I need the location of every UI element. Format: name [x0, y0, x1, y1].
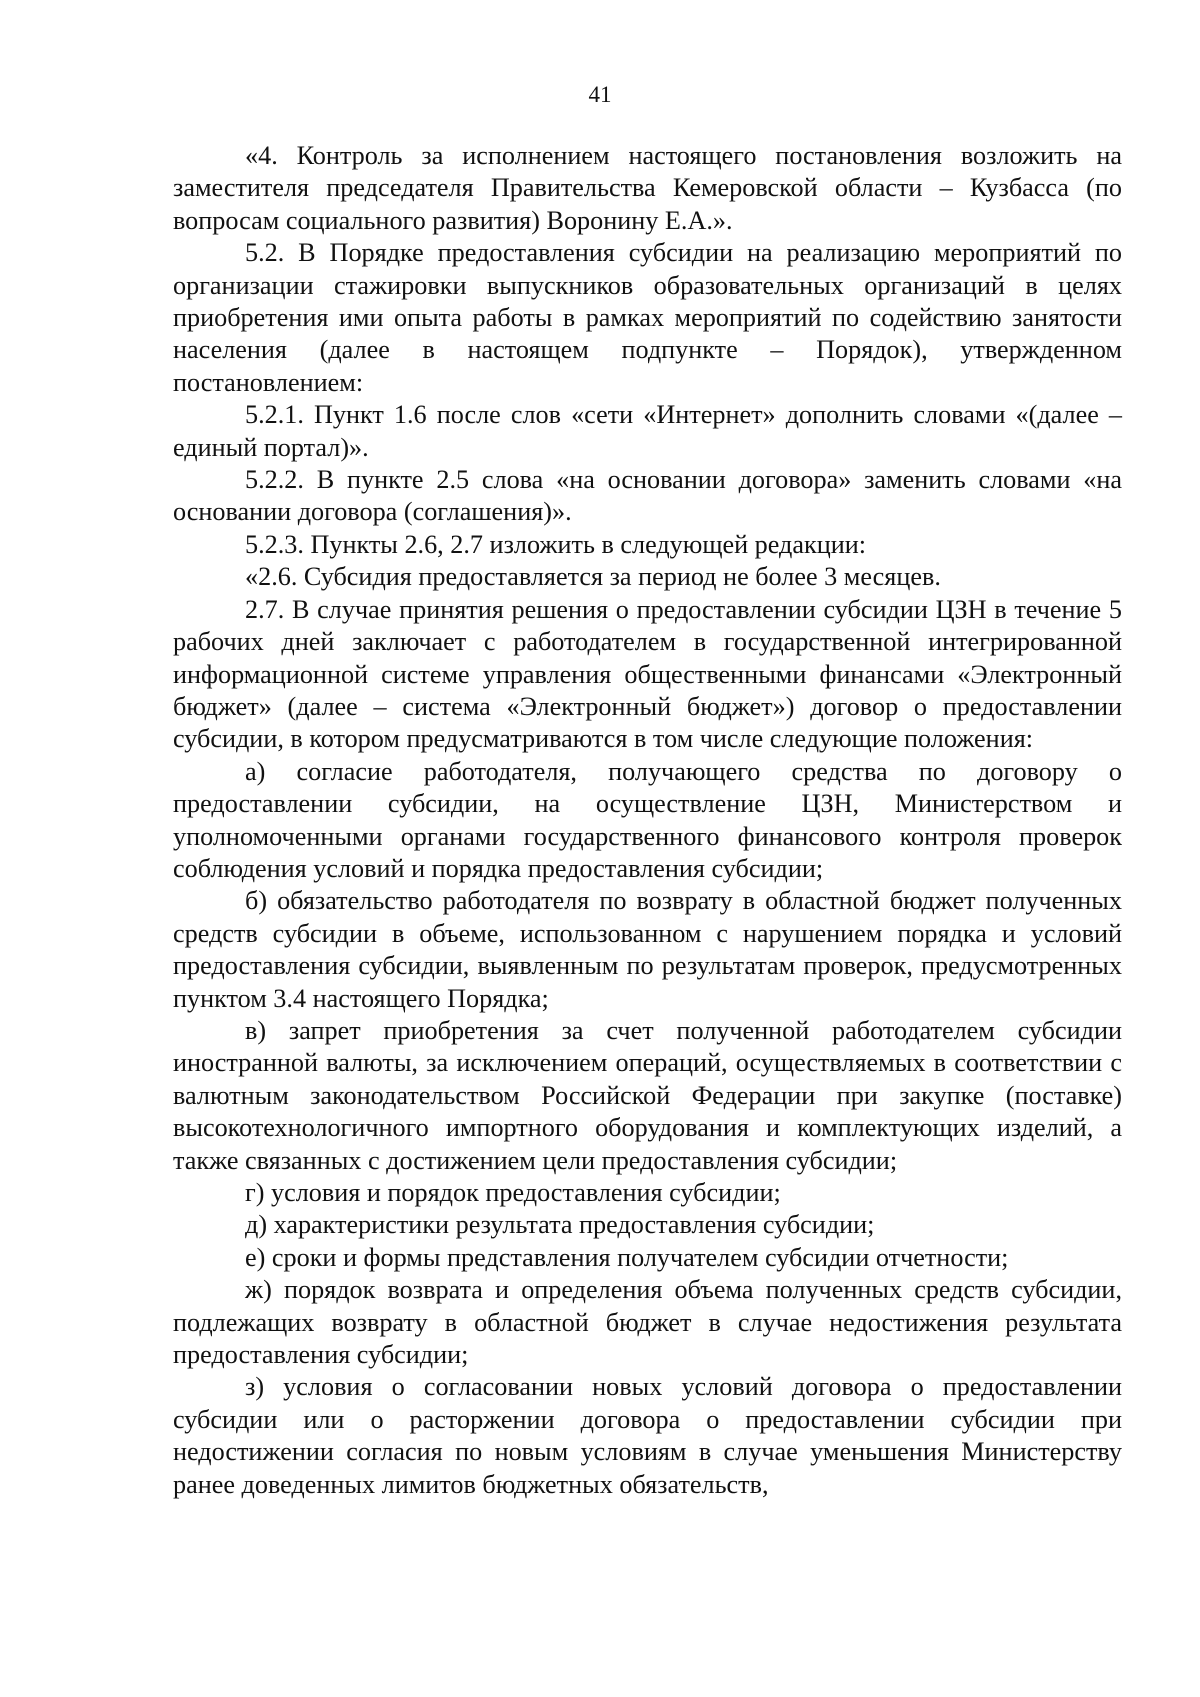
page-number: 41	[588, 82, 612, 107]
document-body	[173, 140, 1122, 1501]
list-item-z: з) условия о согласовании новых условий договора о предоставлении субсидии или о расторжении договора о предоставлении субсидии при недостижении согласия по новым условиям в случае уменьшения Министерству ранее доведенных лимитов бюджетных обязательств,	[173, 1372, 1122, 1499]
paragraph-2-7: 2.7. В случае принятия решения о предоставлении субсидии ЦЗН в течение 5 рабочих дней заключает с работодателем в государственной интегрированной информационной системе управления общественными финансами «Электронный бюджет» (далее – система «Электронный бюджет») договор о предоставлении субсидии, в котором предусматриваются в том числе следующие положения:	[173, 594, 1122, 754]
list-item-zh: ж) порядок возврата и определения объема полученных средств субсидии, подлежащих возврату в областной бюджет в случае недостижения результата предоставления субсидии;	[173, 1275, 1122, 1370]
list-item-g: г) условия и порядок предоставления субсидии;	[245, 1178, 781, 1207]
paragraph-5-2-1: 5.2.1. Пункт 1.6 после слов «сети «Интернет» дополнить словами «(далее – единый портал)».	[173, 400, 1122, 462]
list-item-v: в) запрет приобретения за счет полученной работодателем субсидии иностранной валюты, за исключением операций, осуществляемых в соответствии с валютным законодательством Российской Федерации при закупке (поставке) высокотехнологичного импортного оборудования и комплектующих изделий, а также связанных с достижением цели предоставления субсидии;	[173, 1015, 1122, 1175]
paragraph-5-2-2: 5.2.2. В пункте 2.5 слова «на основании договора» заменить словами «на основании договора (соглашения)».	[173, 465, 1122, 527]
paragraph-2-6: «2.6. Субсидия предоставляется за период не более 3 месяцев.	[245, 562, 941, 592]
list-item-d: д) характеристики результата предоставления субсидии;	[245, 1210, 875, 1240]
list-item-a: а) согласие работодателя, получающего средства по договору о предоставлении субсидии, на осуществление ЦЗН, Министерством и уполномоченными органами государственного финансового контроля проверок соблюдения условий и порядка предоставления субсидии;	[173, 756, 1122, 883]
list-item-e: е) сроки и формы представления получателем субсидии отчетности;	[245, 1242, 1009, 1272]
paragraph-control-clause: «4. Контроль за исполнением настоящего постановления возложить на заместителя председателя Правительства Кемеровской области – Кузбасса (по вопросам социального развития) Воронину Е.А.».	[173, 141, 1122, 235]
paragraph-5-2-3: 5.2.3. Пункты 2.6, 2.7 изложить в следующей редакции:	[245, 529, 867, 559]
paragraph-5-2: 5.2. В Порядке предоставления субсидии на реализацию мероприятий по организации стажировки выпускников образовательных организаций в целях приобретения ими опыта работы в рамках мероприятий по содействию занятости населения (далее в настоящем подпункте – Порядок), утвержденном постановлением:	[173, 238, 1122, 397]
list-item-b: б) обязательство работодателя по возврату в областной бюджет полученных средств субсидии в объеме, использованном с нарушением порядка и условий предоставления субсидии, выявленным по результатам проверок, предусмотренных пунктом 3.4 настоящего Порядка;	[173, 886, 1122, 1013]
